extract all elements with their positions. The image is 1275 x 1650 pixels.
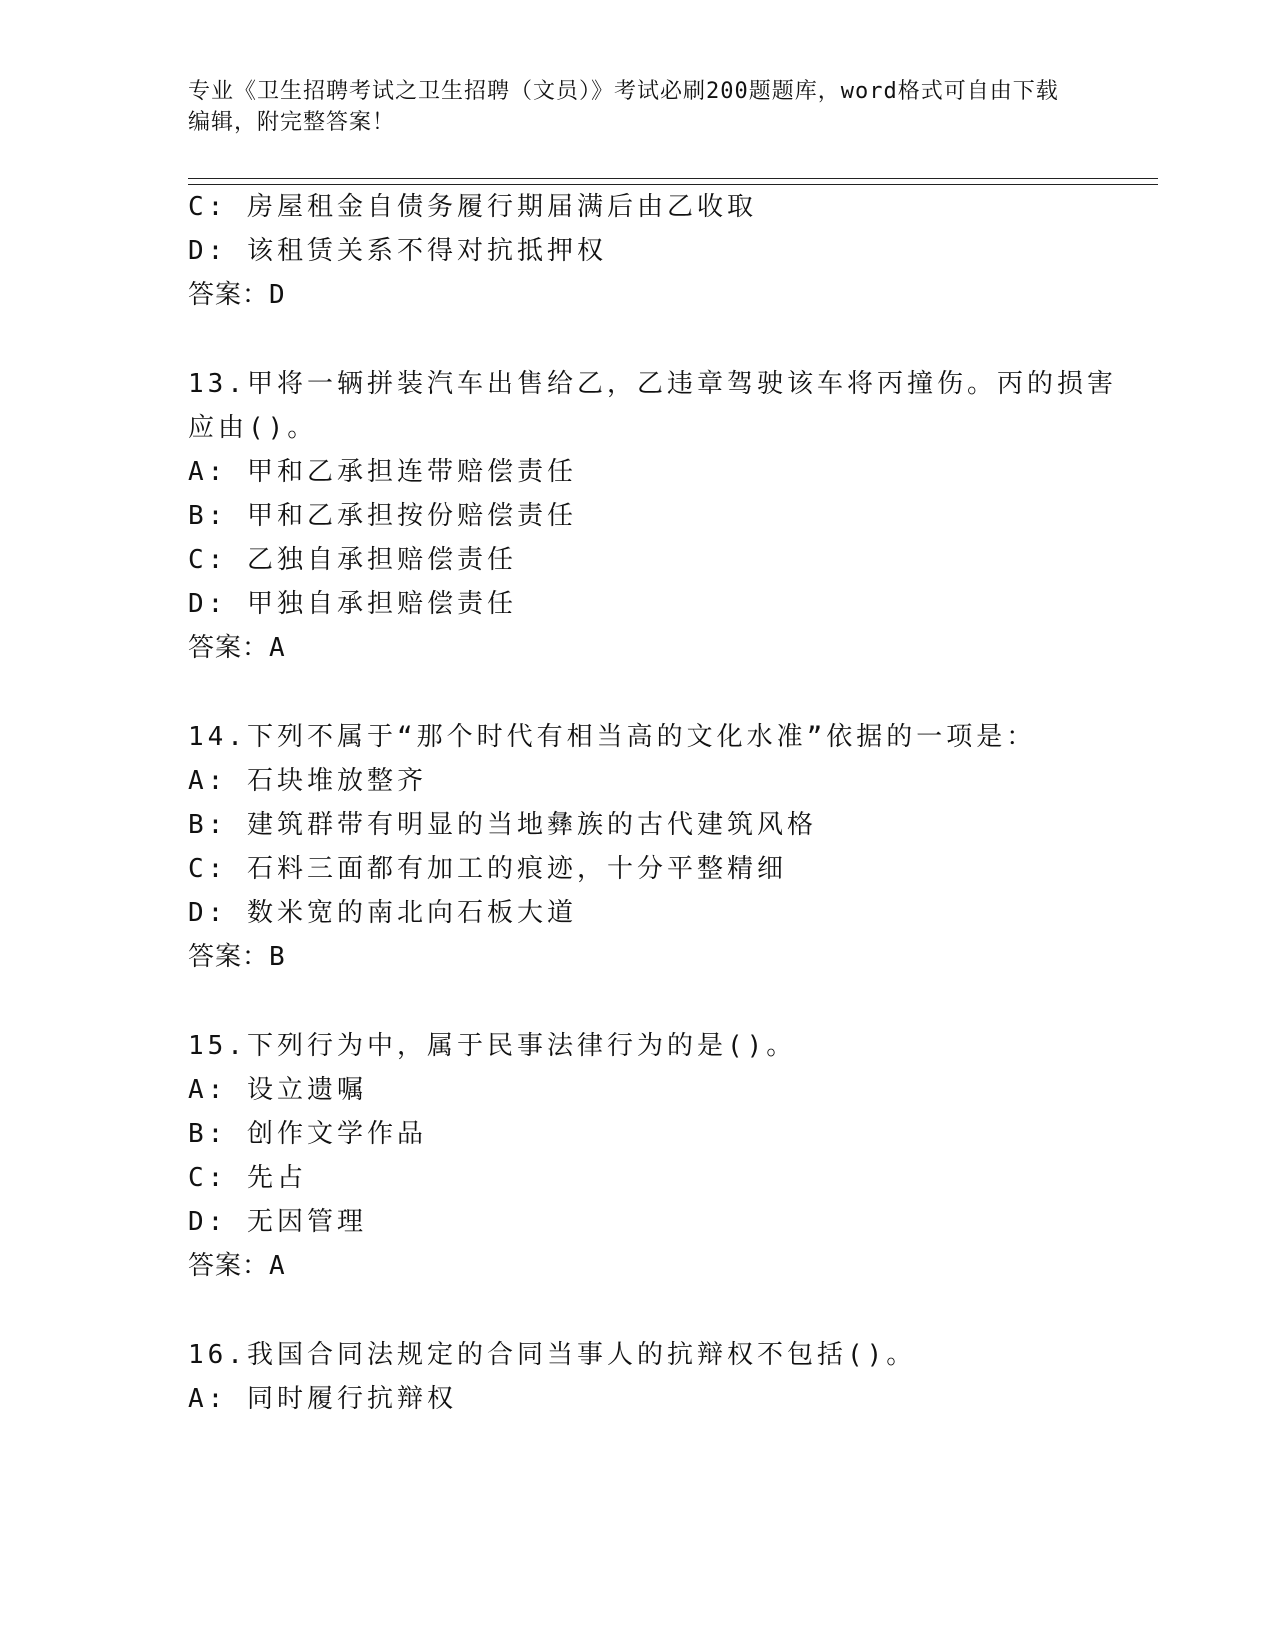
q13-answer: 答案：A <box>188 633 286 663</box>
q13-stem-line1: 13.甲将一辆拼装汽车出售给乙，乙违章驾驶该车将丙撞伤。丙的损害 <box>188 369 1117 399</box>
q13-option-a: A: 甲和乙承担连带赔偿责任 <box>188 457 577 487</box>
q14-option-d: D: 数米宽的南北向石板大道 <box>188 898 577 928</box>
q16-stem-line1: 16.我国合同法规定的合同当事人的抗辩权不包括()。 <box>188 1340 917 1370</box>
q14-answer: 答案：B <box>188 942 286 972</box>
q16-option-a: A: 同时履行抗辩权 <box>188 1384 457 1414</box>
q15-option-d: D: 无因管理 <box>188 1207 367 1237</box>
q12-option-d: D: 该租赁关系不得对抗抵押权 <box>188 236 607 266</box>
q12-option-c: C: 房屋租金自债务履行期届满后由乙收取 <box>188 192 757 222</box>
q12-answer: 答案：D <box>188 280 286 310</box>
q15-stem-line1: 15.下列行为中，属于民事法律行为的是()。 <box>188 1031 797 1061</box>
q13-option-b: B: 甲和乙承担按份赔偿责任 <box>188 501 577 531</box>
q13-stem-line2: 应由()。 <box>188 413 318 443</box>
q15-option-a: A: 设立遗嘱 <box>188 1075 367 1105</box>
q13-option-c: C: 乙独自承担赔偿责任 <box>188 545 517 575</box>
q15-option-c: C: 先占 <box>188 1163 307 1193</box>
q15-answer: 答案：A <box>188 1251 286 1281</box>
q13-option-d: D: 甲独自承担赔偿责任 <box>188 589 517 619</box>
q14-option-a: A: 石块堆放整齐 <box>188 766 427 796</box>
q14-option-c: C: 石料三面都有加工的痕迹，十分平整精细 <box>188 854 787 884</box>
header-divider-top <box>188 178 1158 179</box>
q15-option-b: B: 创作文学作品 <box>188 1119 427 1149</box>
document-header: 专业《卫生招聘考试之卫生招聘（文员）》考试必刷200题题库，word格式可自由下载编辑，附完整答案！ <box>188 79 1059 135</box>
header-divider-bottom <box>188 184 1158 185</box>
q14-option-b: B: 建筑群带有明显的当地彝族的古代建筑风格 <box>188 810 817 840</box>
q14-stem-line1: 14.下列不属于“那个时代有相当高的文化水准”依据的一项是： <box>188 722 1037 752</box>
